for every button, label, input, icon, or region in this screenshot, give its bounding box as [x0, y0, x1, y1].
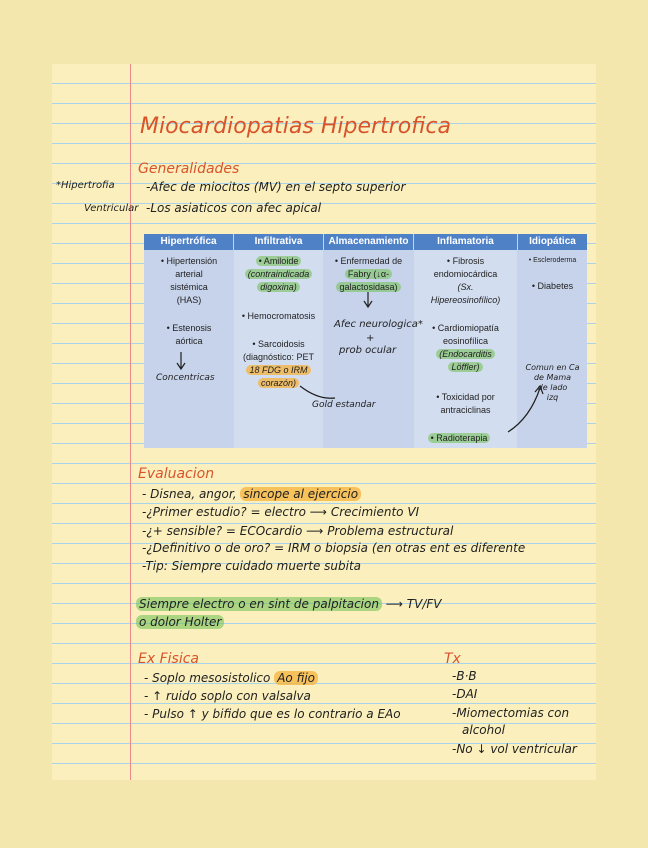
tx-line-2: -DAI: [452, 687, 478, 701]
evaluacion-line-6: [136, 597, 442, 611]
idiopatica-item-1: • Escleroderma: [528, 257, 577, 264]
sarc-note-3: corazón): [258, 378, 299, 388]
ex-fisica-line-1: [144, 671, 318, 685]
evaluacion-line-7: [136, 615, 224, 629]
table-header-idiopatica: Idiopática: [518, 234, 587, 250]
evaluacion-line-2: -¿Primer estudio? = electro ⟶ Crecimiento VI: [142, 505, 420, 519]
hipertrofica-item-2-line-1: • Estenosis: [166, 323, 212, 333]
sarc-note-2: 18 FDG o IRM: [246, 365, 310, 375]
inflamatoria-item-3-line-1: • Toxicidad por: [436, 392, 495, 402]
inflamatoria-item-1-line-2: endomiocárdica: [433, 269, 498, 279]
sarcoidosis-note-line-2: [234, 364, 323, 376]
infiltrativa-handwritten: Gold estandar: [312, 400, 376, 410]
side-note-line-1: *Hipertrofia: [56, 180, 115, 191]
generalidades-line-1: -Afec de miocitos (MV) en el septo superior: [146, 180, 406, 194]
amiloide-note-2: digoxina): [257, 282, 300, 292]
inflamatoria-item-1-line-3: (Sx.: [457, 282, 474, 292]
idiopatica-handwritten-4: izq: [546, 393, 559, 402]
evaluacion-line-1: [142, 487, 361, 501]
table-header-infiltrativa: Infiltrativa: [234, 234, 323, 250]
cardiomyopathy-table: [144, 234, 587, 448]
amiloide-note-1: (contraindicada: [245, 269, 313, 279]
inflamatoria-item-2-line-2: eosinofílica: [442, 336, 489, 346]
idiopatica-handwritten-3: de lado: [537, 383, 568, 392]
hipertrofica-item-1-line-1: • Hipertensión: [160, 256, 218, 266]
infiltrativa-hemocromatosis: • Hemocromatosis: [241, 311, 316, 321]
evaluacion-line-5: -Tip: Siempre cuidado muerte subita: [142, 559, 362, 573]
tv-fv: ⟶ TV/FV: [385, 597, 442, 611]
radioterapia-highlight: • Radioterapia: [428, 433, 491, 443]
holter-highlight: o dolor Holter: [136, 615, 224, 629]
ex-fisica-line-3: - Pulso ↑ y bifido que es lo contrario a EAo: [144, 707, 401, 721]
almacenamiento-handwritten-plus: +: [366, 333, 375, 344]
idiopatica-handwritten-2: de Mama: [533, 373, 572, 382]
amiloide-label: • Amiloide: [256, 256, 302, 266]
infiltrativa-sarcoidosis: • Sarcoidosis: [252, 339, 305, 349]
tx-heading: Tx: [444, 651, 461, 667]
ex-fisica-line-2: - ↑ ruido soplo con valsalva: [144, 689, 311, 703]
electro-highlight: Siempre electro o en sint de palpitacion: [136, 597, 382, 611]
sarcoidosis-note-line-3: [234, 377, 323, 389]
idiopatica-handwritten-1: Comun en Ca: [525, 363, 580, 372]
evaluacion-line-3: -¿+ sensible? = ECOcardio ⟶ Problema estructural: [142, 524, 454, 538]
almacenamiento-handwritten-1: Afec neurologica*: [334, 319, 423, 330]
evaluacion-heading: Evaluacion: [138, 466, 215, 482]
hipertrofica-handwritten: Concentricas: [156, 373, 215, 383]
inflamatoria-item-2-line-3: [414, 348, 517, 360]
generalidades-heading: Generalidades: [138, 161, 240, 177]
idiopatica-item-2: • Diabetes: [531, 281, 574, 291]
inflamatoria-item-2-line-4: [414, 361, 517, 373]
table-header-almacenamiento: Almacenamiento: [324, 234, 413, 250]
inflamatoria-item-4: [414, 432, 504, 444]
ex-fisica-heading: Ex Fisica: [138, 651, 199, 667]
almacenamiento-line-3: [324, 281, 413, 293]
fabry-highlight-1: Fabry (↓α-: [345, 269, 392, 279]
tx-line-1: -B·B: [452, 669, 477, 683]
sarc-note-1: (diagnóstico: PET: [242, 352, 315, 362]
infiltrativa-amiloide: [234, 255, 323, 267]
fabry-highlight-2: galactosidasa): [336, 282, 400, 292]
almacenamiento-handwritten-2: prob ocular: [339, 345, 397, 356]
loffler-highlight-1: (Endocarditis: [436, 349, 495, 359]
inflamatoria-item-1-line-4: Hipereosinofílico): [430, 295, 501, 305]
evaluacion-line-4: -¿Definitivo o de oro? = IRM o biopsia (en otras ent es diferente: [142, 541, 526, 555]
inflamatoria-item-1-line-1: • Fibrosis: [446, 256, 485, 266]
almacenamiento-line-1: • Enfermedad de: [334, 256, 403, 266]
loffler-highlight-2: Löffler): [448, 362, 482, 372]
ex-fisica-line-1-a: - Soplo mesosistolico: [144, 671, 271, 685]
amiloide-note-line-2: [234, 281, 323, 293]
evaluacion-line-1-a: - Disnea, angor,: [142, 487, 237, 501]
tx-line-3a: -Miomectomias con: [452, 706, 570, 720]
margin-line: [130, 64, 131, 780]
generalidades-line-2: -Los asiaticos con afec apical: [146, 201, 322, 215]
ao-fijo-highlight: Ao fijo: [274, 671, 318, 685]
hipertrofica-item-1-line-2: arterial: [175, 269, 203, 279]
inflamatoria-item-3-line-2: antraciclinas: [440, 405, 491, 415]
table-header-inflamatoria: Inflamatoria: [414, 234, 517, 250]
hipertrofica-item-1-line-4: (HAS): [176, 295, 202, 305]
table-header-hipertrofica: Hipertrófica: [144, 234, 233, 250]
tx-line-4: -No ↓ vol ventricular: [452, 742, 577, 756]
tx-line-3b: alcohol: [462, 723, 505, 737]
page-title: Miocardiopatias Hipertrofica: [140, 114, 451, 139]
hipertrofica-item-2-line-2: aórtica: [175, 336, 203, 346]
side-note-line-2: Ventricular: [84, 203, 139, 214]
inflamatoria-item-2-line-1: • Cardiomiopatía: [432, 323, 499, 333]
amiloide-note-line-1: [234, 268, 323, 280]
sarcoidosis-note-line-1: [234, 351, 323, 363]
almacenamiento-line-2: [324, 268, 413, 280]
hipertrofica-item-1-line-3: sistémica: [170, 282, 208, 292]
sincope-highlight: sincope al ejercicio: [240, 487, 361, 501]
